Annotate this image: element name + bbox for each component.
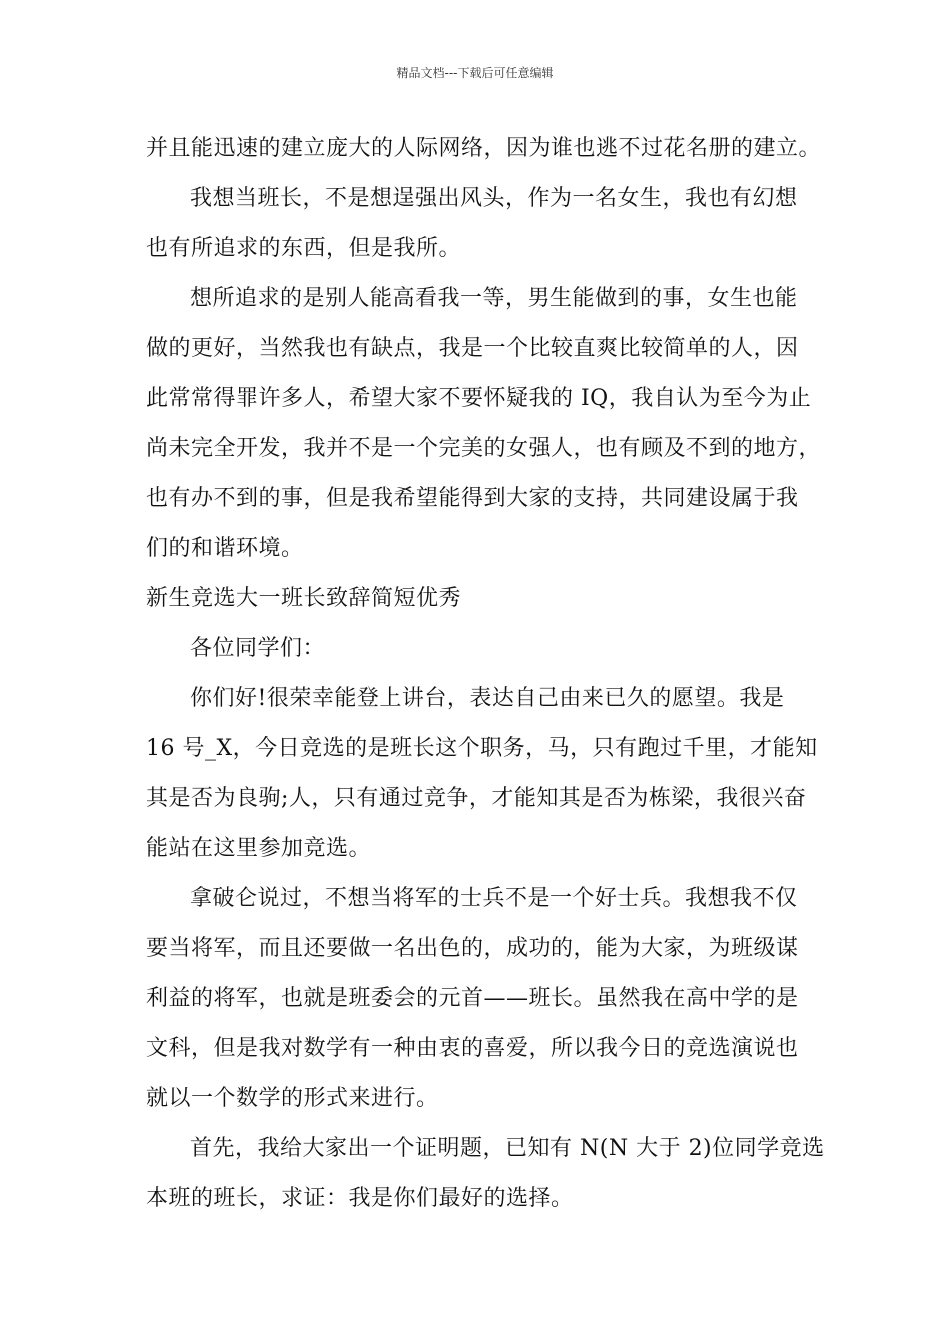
- text-line: 文科，但是我对数学有一种由衷的喜爱，所以我今日的竞选演说也: [146, 1036, 799, 1061]
- text-line: 做的更好，当然我也有缺点，我是一个比较直爽比较简单的人，因: [146, 336, 799, 361]
- text-line: 并且能迅速的建立庞大的人际网络，因为谁也逃不过花名册的建立。: [146, 136, 822, 161]
- text-line: 就以一个数学的形式来进行。: [146, 1086, 439, 1111]
- text-line: 本班的班长，求证：我是你们最好的选择。: [146, 1186, 574, 1211]
- text-line: 利益的将军，也就是班委会的元首——班长。虽然我在高中学的是: [146, 986, 799, 1011]
- text-line: 此常常得罪许多人，希望大家不要怀疑我的 IQ，我自认为至今为止: [146, 386, 812, 411]
- page-header: 精品文档---下载后可任意编辑: [396, 66, 554, 80]
- text-line: 拿破仑说过，不想当将军的士兵不是一个好士兵。我想我不仅: [190, 886, 798, 911]
- text-line: 想所追求的是别人能高看我一等，男生能做到的事，女生也能: [190, 286, 798, 311]
- text-line: 16 号_X，今日竞选的是班长这个职务，马，只有跑过千里，才能知: [146, 736, 818, 761]
- text-line: 我想当班长，不是想逞强出风头，作为一名女生，我也有幻想: [190, 186, 798, 211]
- text-line: 其是否为良驹;人，只有通过竞争，才能知其是否为栋梁，我很兴奋: [146, 786, 807, 811]
- text-line: 也有所追求的东西，但是我所。: [146, 236, 462, 261]
- text-line: 首先，我给大家出一个证明题，已知有 N(N 大于 2)位同学竞选: [190, 1136, 825, 1161]
- text-line: 要当将军，而且还要做一名出色的，成功的，能为大家，为班级谋: [146, 936, 799, 961]
- text-line: 能站在这里参加竞选。: [146, 836, 372, 861]
- text-line: 也有办不到的事，但是我希望能得到大家的支持，共同建设属于我: [146, 486, 799, 511]
- text-line: 们的和谐环境。: [146, 536, 304, 561]
- section-title: 新生竞选大一班长致辞简短优秀: [146, 586, 462, 611]
- text-line: 尚未完全开发，我并不是一个完美的女强人，也有顾及不到的地方，: [146, 436, 822, 461]
- greeting: 各位同学们：: [190, 636, 326, 661]
- text-line: 你们好!很荣幸能登上讲台，表达自己由来已久的愿望。我是: [190, 686, 785, 711]
